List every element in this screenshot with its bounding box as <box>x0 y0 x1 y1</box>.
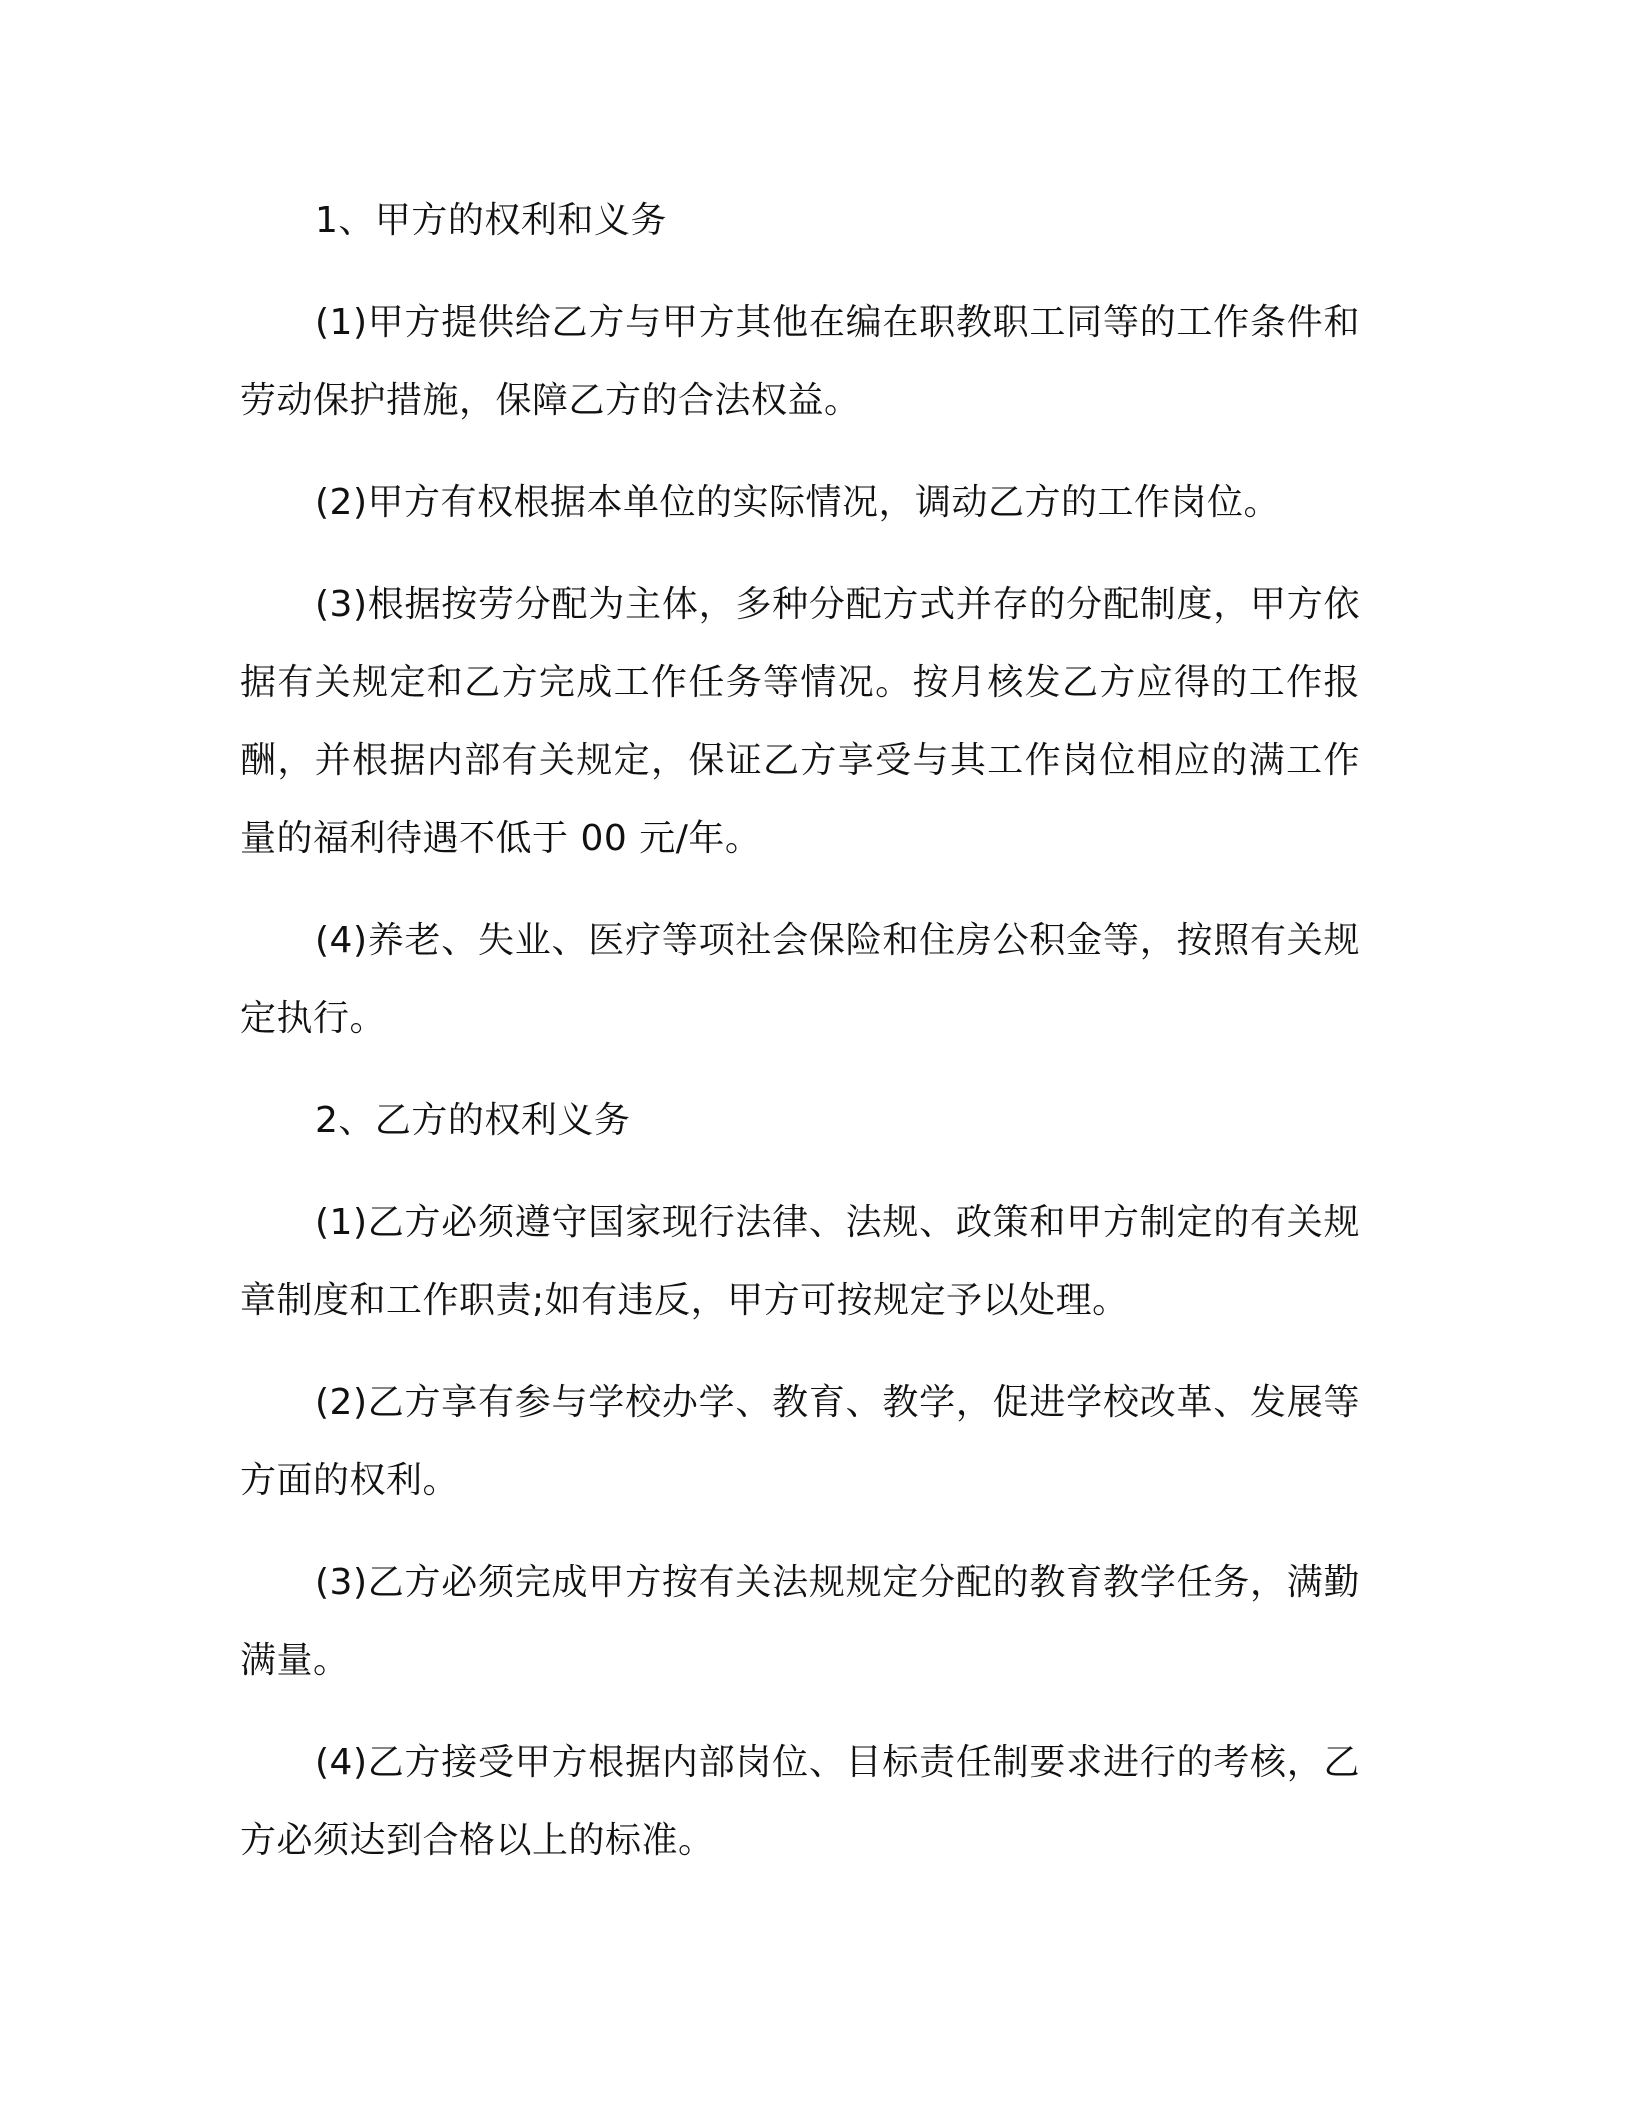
section-heading-party-a: 1、甲方的权利和义务 <box>315 200 667 241</box>
party-a-clause-2: (2)甲方有权根据本单位的实际情况，调动乙方的工作岗位。 <box>315 482 1280 523</box>
party-b-clause-1: (1)乙方必须遵守国家现行法律、法规、政策和甲方制定的有关规章制度和工作职责;如有违反，甲方可按规定予以处理。 <box>240 1202 1360 1321</box>
party-b-clause-4: (4)乙方接受甲方根据内部岗位、目标责任制要求进行的考核，乙方必须达到合格以上的标准。 <box>240 1742 1360 1861</box>
party-b-clause-3: (3)乙方必须完成甲方按有关法规规定分配的教育教学任务，满勤满量。 <box>240 1562 1360 1681</box>
party-b-clause-2: (2)乙方享有参与学校办学、教育、教学，促进学校改革、发展等方面的权利。 <box>240 1382 1360 1501</box>
party-a-clause-3: (3)根据按劳分配为主体，多种分配方式并存的分配制度，甲方依据有关规定和乙方完成工作任务等情况。按月核发乙方应得的工作报酬，并根据内部有关规定，保证乙方享受与其工作岗位相应的满工作量的福利待遇不低于 00 元/年。 <box>240 584 1360 859</box>
party-a-clause-1: (1)甲方提供给乙方与甲方其他在编在职教职工同等的工作条件和劳动保护措施，保障乙方的合法权益。 <box>240 302 1360 421</box>
section-heading-party-b: 2、乙方的权利义务 <box>315 1100 631 1141</box>
party-a-clause-4: (4)养老、失业、医疗等项社会保险和住房公积金等，按照有关规定执行。 <box>240 920 1360 1039</box>
document-body <box>240 182 1360 1904</box>
